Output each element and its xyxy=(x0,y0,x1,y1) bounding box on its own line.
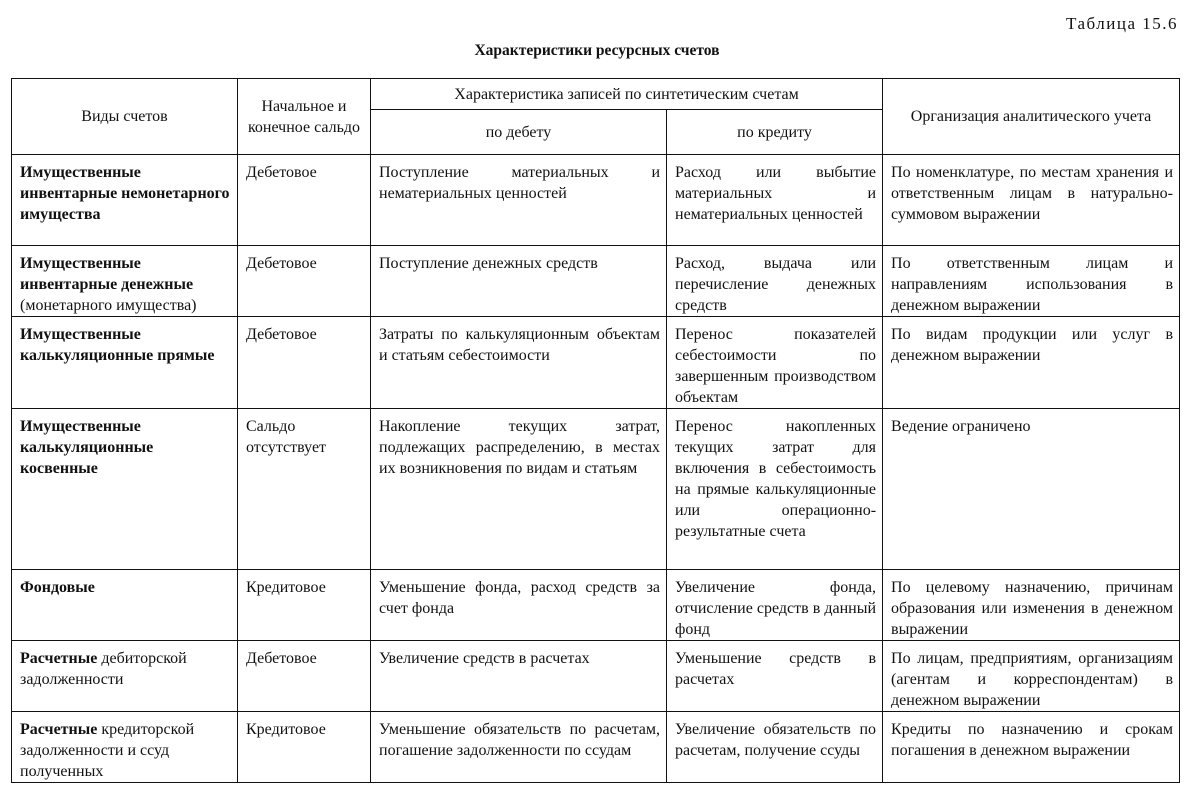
cell-credit: Расход, выдача или перечисление денежных средств xyxy=(667,246,883,317)
cell-analytic: По лицам, предприятиям, организациям (агентам и корреспондентам) в денежном выражении xyxy=(883,641,1180,712)
table-row xyxy=(12,317,1180,409)
table-row xyxy=(12,712,1180,783)
cell-balance: Кредитовое xyxy=(238,712,371,783)
table-caption: Характеристики ресурсных счетов xyxy=(474,42,720,59)
cell-balance: Сальдо отсутствует xyxy=(238,409,371,570)
cell-kind xyxy=(12,641,238,712)
cell-debit: Поступление материальных и нематериальных ценностей xyxy=(371,155,667,246)
resource-accounts-table xyxy=(11,78,1180,783)
cell-balance: Дебетовое xyxy=(238,641,371,712)
kind-name-rest: дебиторской задолженности xyxy=(20,650,187,688)
cell-debit: Уменьшение обязательств по расчетам, погашение задолженности по ссудам xyxy=(371,712,667,783)
cell-analytic: По целевому назначению, причинам образования или изменения в денежном выражении xyxy=(883,570,1180,641)
cell-kind xyxy=(12,712,238,783)
kind-name-bold: Имущественные инвентарные немонетарного имущества xyxy=(20,164,230,223)
table-body xyxy=(12,155,1180,783)
table-row xyxy=(12,246,1180,317)
cell-kind xyxy=(12,155,238,246)
kind-name-bold: Расчетные xyxy=(20,650,98,667)
header-synthetic: Характеристика записей по синтетическим счетам xyxy=(371,79,883,110)
kind-name-rest: кредиторской задолженности и ссуд полученных xyxy=(20,721,195,780)
cell-debit: Увеличение средств в расчетах xyxy=(371,641,667,712)
cell-balance: Дебетовое xyxy=(238,317,371,409)
header-analytic: Организация аналитического учета xyxy=(883,79,1180,155)
cell-kind xyxy=(12,409,238,570)
cell-credit: Перенос показателей себестоимости по завершенным производством объектам xyxy=(667,317,883,409)
cell-credit: Увеличение фонда, отчисление средств в данный фонд xyxy=(667,570,883,641)
cell-credit: Уменьшение средств в расчетах xyxy=(667,641,883,712)
kind-name-rest: (монетарного имущества) xyxy=(20,297,197,314)
cell-credit: Расход или выбытие материальных и нематериальных ценностей xyxy=(667,155,883,246)
cell-credit: Перенос накопленных текущих затрат для включения в себестоимость на прямые калькуляционные или операционно-результатные счета xyxy=(667,409,883,570)
table-row xyxy=(12,409,1180,570)
header-kind: Виды счетов xyxy=(12,79,238,155)
cell-analytic: По видам продукции или услуг в денежном выражении xyxy=(883,317,1180,409)
cell-debit: Затраты по калькуляционным объектам и статьям себестоимости xyxy=(371,317,667,409)
table-row xyxy=(12,641,1180,712)
cell-balance: Дебетовое xyxy=(238,246,371,317)
cell-analytic: Кредиты по назначению и срокам погашения в денежном выражении xyxy=(883,712,1180,783)
cell-kind xyxy=(12,246,238,317)
cell-balance: Дебетовое xyxy=(238,155,371,246)
header-balance: Начальное и конечное сальдо xyxy=(238,79,371,155)
cell-debit: Уменьшение фонда, расход средств за счет фонда xyxy=(371,570,667,641)
kind-name-bold: Фондовые xyxy=(20,579,95,596)
table-row xyxy=(12,570,1180,641)
cell-balance: Кредитовое xyxy=(238,570,371,641)
cell-kind xyxy=(12,317,238,409)
kind-name-bold: Имущественные инвентарные денежные xyxy=(20,255,194,293)
cell-analytic: По ответственным лицам и направлениям использования в денежном выражении xyxy=(883,246,1180,317)
cell-credit: Увеличение обязательств по расчетам, получение ссуды xyxy=(667,712,883,783)
cell-debit: Накопление текущих затрат, подлежащих распределению, в местах их возникновения по видам и статьям xyxy=(371,409,667,570)
table-row xyxy=(12,155,1180,246)
cell-analytic: По номенклатуре, по местам хранения и ответственным лицам в натурально-суммовом выражении xyxy=(883,155,1180,246)
cell-debit: Поступление денежных средств xyxy=(371,246,667,317)
table-number: Таблица 15.6 xyxy=(1066,14,1178,33)
cell-analytic: Ведение ограничено xyxy=(883,409,1180,570)
header-credit: по кредиту xyxy=(667,110,883,155)
kind-name-bold: Расчетные xyxy=(20,721,98,738)
kind-name-bold: Имущественные калькуляционные прямые xyxy=(20,326,215,364)
cell-kind xyxy=(12,570,238,641)
table-header xyxy=(12,79,1180,155)
kind-name-bold: Имущественные калькуляционные косвенные xyxy=(20,418,154,477)
header-debit: по дебету xyxy=(371,110,667,155)
